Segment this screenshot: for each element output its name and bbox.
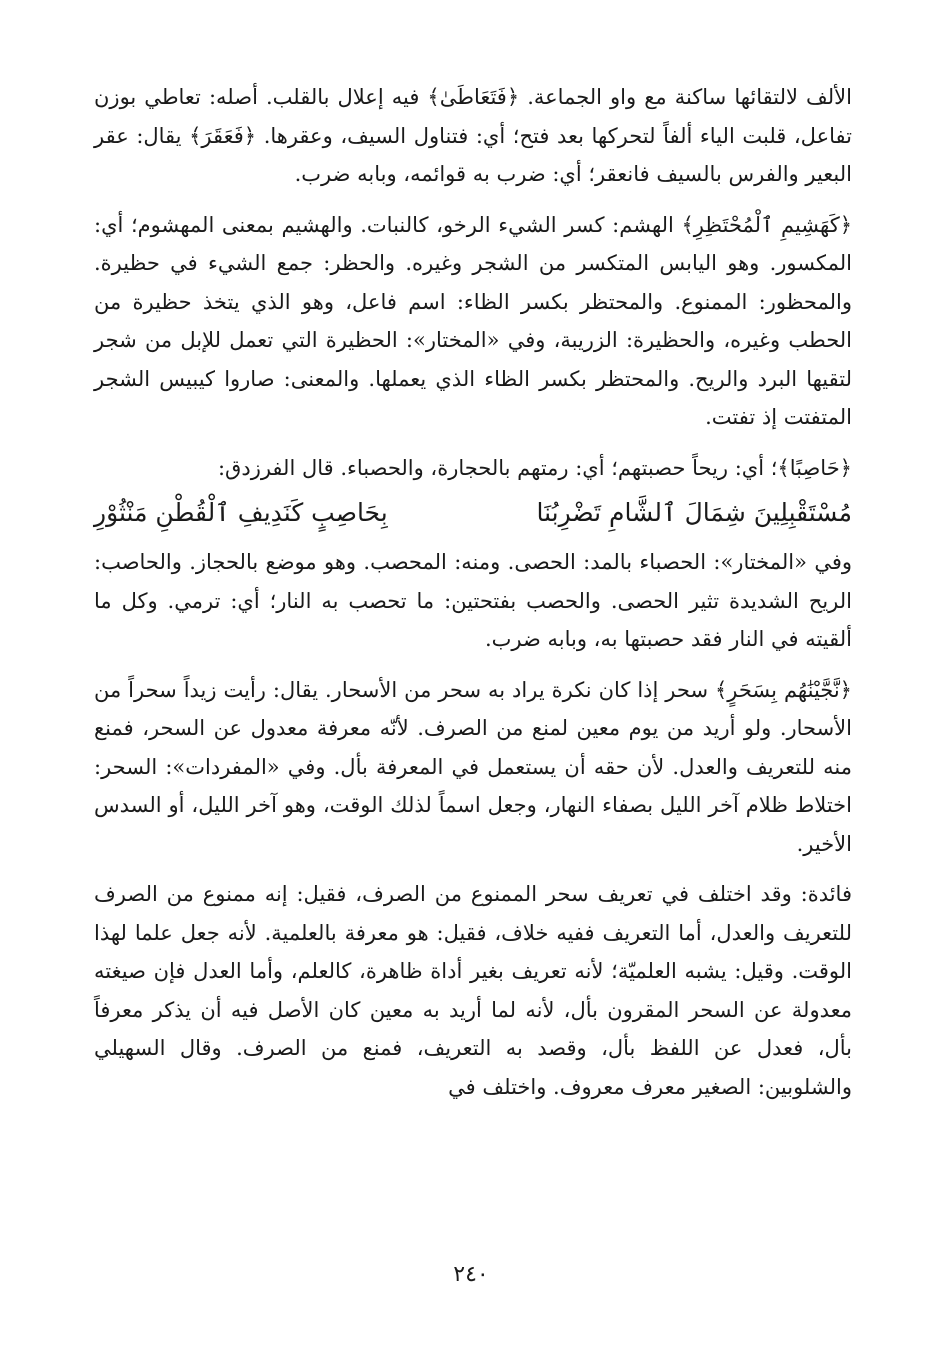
verse-first-hemistich: مُسْتَقْبِلِينَ شِمَالَ ٱلشَّامِ تَضْرِبُنَا [536, 498, 852, 527]
page-body [94, 78, 852, 1118]
paragraph-4: وفي «المختار»: الحصباء بالمد: الحصى. ومنه: المحصب. وهو موضع بالحجاز. والحاصب: الريح الشديدة تثير الحصى. والحصب بفتحتين: ما تحصب به النار؛ أي: ترمي. وكل ما ألقيته في النار فقد حصبتها به، وبابه ضرب. [94, 550, 852, 651]
paragraph-3: ﴿حَاصِبًا﴾؛ أي: ريحاً حصبتهم؛ أي: رمتهم بالحجارة، والحصباء. قال الفرزدق: [217, 455, 852, 480]
paragraph-2: ﴿كَهَشِيمِ ٱلْمُحْتَظِرِ﴾ الهشم: كسر الشيء الرخو، كالنبات. والهشيم بمعنى المهشوم؛ أي: المكسور. وهو اليابس المتكسر من الشجر وغيره. والحظر: جمع الشيء في حظيرة. والمحظور: الممنوع. والمحتظر بكسر الظاء: اسم فاعل، وهو الذي يتخذ حظيرة من الحطب وغيره، والحظيرة: الزريبة، وفي «المختار»: الحظيرة التي تعمل للإبل من شجر لتقيها البرد والريح. والمحتظر بكسر الظاء الذي يعملها. والمعنى: صاروا كيبيس الشجر المتفتت إذ تفتت. [94, 212, 852, 429]
paragraph-6: فائدة: وقد اختلف في تعريف سحر الممنوع من الصرف، فقيل: إنه ممنوع من الصرف للتعريف والعدل، أما التعريف ففيه خلاف، فقيل: هو معرفة بالعلمية. لأنه جعل علما لهذا الوقت. وقيل: يشبه العلميّة؛ لأنه تعريف بغير أداة ظاهرة، كالعلم، وأما العدل فإن صيغته معدولة عن السحر المقرون بأل، لأنه لما أريد به معين كان الأصل فيه أن يذكر معرفاً بأل، فعدل عن اللفظ بأل، وقصد به التعريف، فمنع من الصرف. وقال السهيلي والشلوبين: الصغير معرف معروف. واختلف في [94, 882, 852, 1099]
paragraph-1: الألف لالتقائها ساكنة مع واو الجماعة. ﴿فَتَعَاطَىٰ﴾ فيه إعلال بالقلب. أصله: تعاطي بوزن تفاعل، قلبت الياء ألفاً لتحركها بعد فتح؛ أي: فتناول السيف، وعقرها. ﴿فَعَقَرَ﴾ يقال: عقر البعير والفرس بالسيف فانعقر؛ أي: ضرب به قوائمه، وبابه ضرب. [94, 85, 852, 186]
paragraph-5: ﴿نَّجَّيْنَٰهُم بِسَحَرٍ﴾ سحر إذا كان نكرة يراد به سحر من الأسحار. يقال: رأيت زيداً سحراً من الأسحار. ولو أريد من يوم معين لمنع من الصرف. لأنّه معرفة معدول عن السحر، فمنع منه للتعريف والعدل. لأن حقه أن يستعمل في المعرفة بأل. وفي «المفردات»: السحر: اختلاط ظلام آخر الليل بصفاء النهار، وجعل اسماً لذلك الوقت، وهو آخر الليل، أو السدس الأخير. [94, 677, 852, 856]
poetry-verse [94, 493, 852, 533]
verse-second-hemistich: بِحَاصِبٍ كَنَدِيفِ ٱلْقُطْنِ مَنْثُوْرِ [94, 498, 388, 527]
page-number: ٢٤٠ [453, 1262, 489, 1287]
